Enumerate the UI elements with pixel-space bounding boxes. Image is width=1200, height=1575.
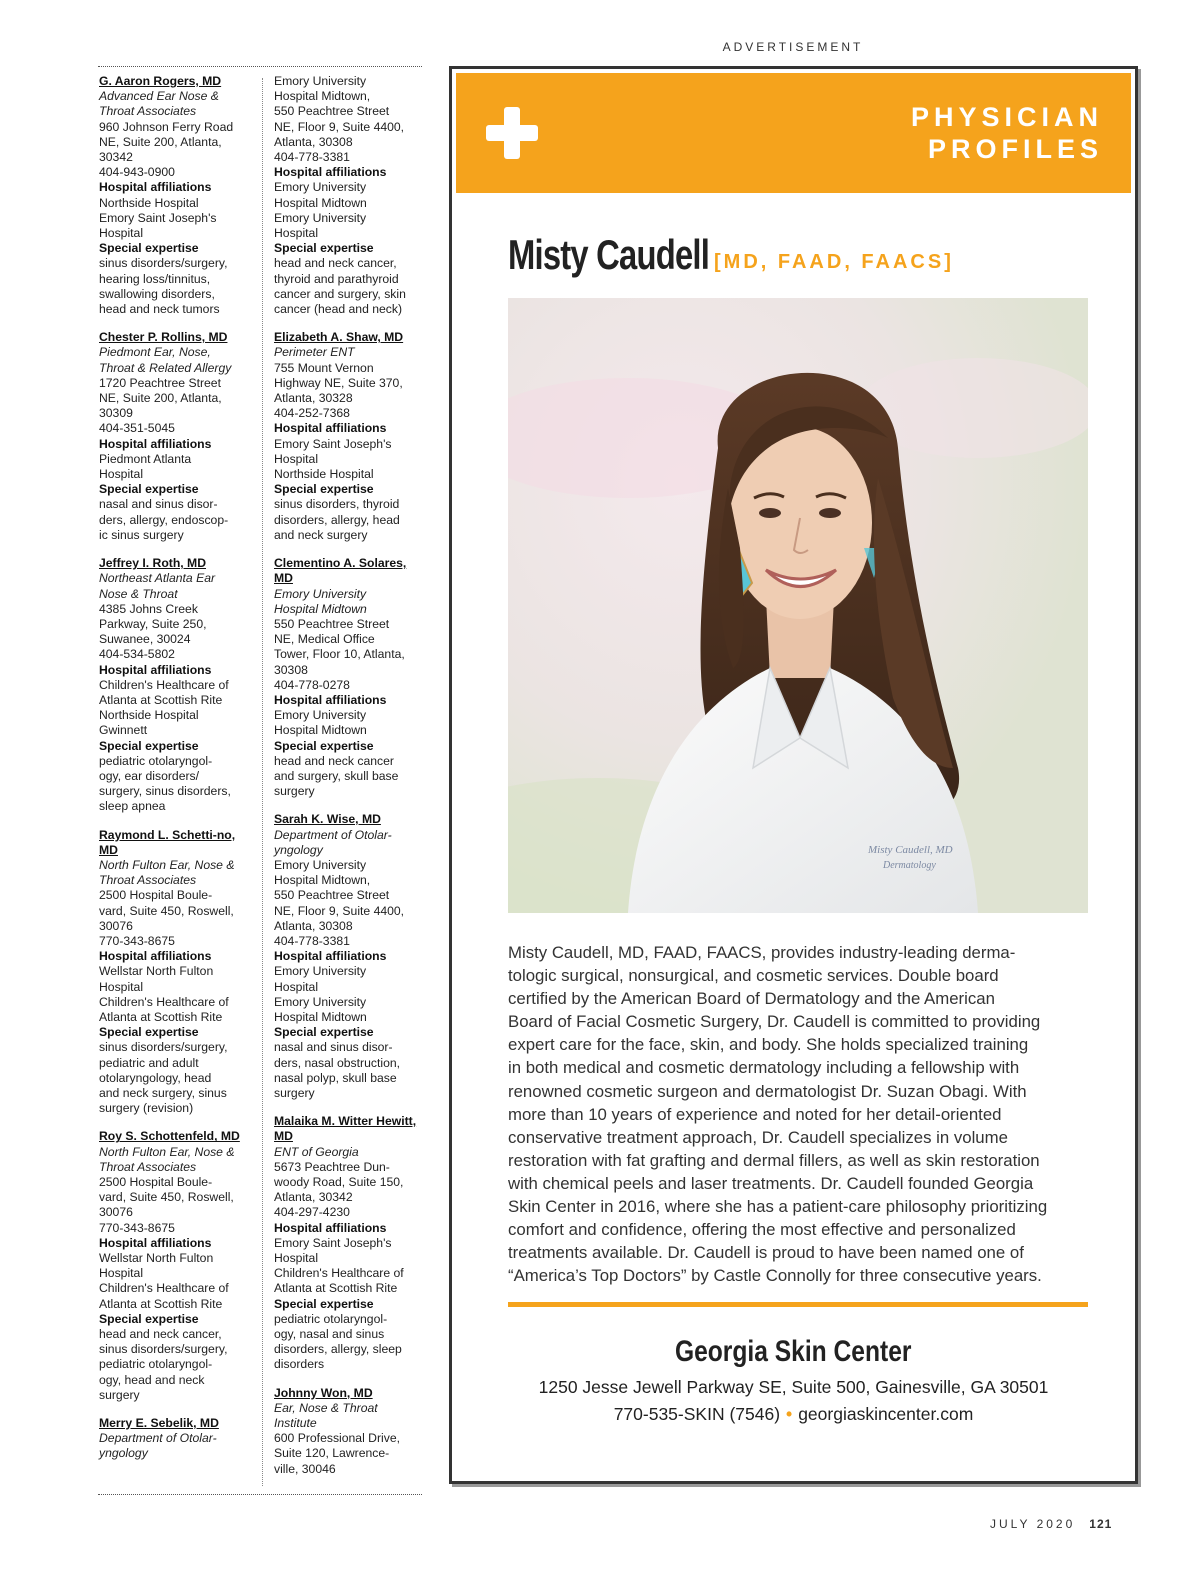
bio-line: with chemical peels and laser treatments. Dr. Caudell founded Georgia bbox=[508, 1173, 1034, 1193]
expertise-line: ders, allergy, endoscop- bbox=[99, 512, 229, 527]
affiliation-line: Northside Hospital bbox=[99, 708, 199, 723]
orange-divider bbox=[508, 1302, 1088, 1307]
affiliations-heading: Hospital affiliations bbox=[274, 1220, 387, 1235]
affiliation-line: Atlanta at Scottish Rite bbox=[99, 692, 223, 707]
affiliation-line: Hospital bbox=[274, 226, 319, 241]
directory-column-1 bbox=[99, 74, 251, 1475]
issue-date: JULY 2020 bbox=[990, 1517, 1076, 1531]
affiliation-line: Emory University bbox=[274, 708, 367, 723]
address-line: 550 Peachtree Street bbox=[274, 888, 390, 903]
practice-line: North Fulton Ear, Nose & bbox=[99, 1144, 235, 1159]
banner-title bbox=[911, 101, 1103, 165]
address-line: Atlanta, 30308 bbox=[274, 134, 353, 149]
coat-embroidery-dept: Dermatology bbox=[883, 860, 936, 871]
practice-line: Advanced Ear Nose & bbox=[99, 89, 219, 104]
practice-line: Department of Otolar- bbox=[99, 1431, 217, 1446]
expertise-line: nasal and sinus disor- bbox=[274, 1040, 393, 1055]
phone-number: 404-778-0278 bbox=[274, 677, 350, 692]
affiliation-line: Hospital bbox=[99, 467, 144, 482]
address-line: 1720 Peachtree Street bbox=[99, 375, 221, 390]
expertise-line: nasal and sinus disor- bbox=[99, 497, 218, 512]
expertise-line: ogy, ear disorders/ bbox=[99, 768, 200, 783]
practice-line: Nose & Throat bbox=[99, 586, 178, 601]
affiliation-line: Hospital Midtown bbox=[274, 1009, 367, 1024]
affiliation-line: Northside Hospital bbox=[99, 195, 199, 210]
expertise-line: head and neck cancer, bbox=[99, 1327, 222, 1342]
affiliation-line: Children's Healthcare of bbox=[99, 1281, 229, 1296]
directory-entry bbox=[99, 1129, 251, 1403]
address-line: NE, Floor 9, Suite 4400, bbox=[274, 903, 405, 918]
address-line: 30342 bbox=[99, 150, 133, 165]
bio-line: Skin Center in 2016, where she has a patient-care philosophy prioritizing bbox=[508, 1197, 1048, 1217]
physician-name: Johnny Won, MD bbox=[274, 1385, 373, 1400]
expertise-line: pediatric otolaryngol- bbox=[99, 753, 213, 768]
bio-line: expert care for the face, skin, and body. She holds specialized training bbox=[508, 1035, 1029, 1055]
affiliation-line: Emory University bbox=[274, 210, 367, 225]
address-line: Tower, Floor 10, Atlanta, bbox=[274, 647, 405, 662]
expertise-line: ogy, nasal and sinus bbox=[274, 1327, 385, 1342]
affiliation-line: Atlanta at Scottish Rite bbox=[99, 1009, 223, 1024]
bio-line: renowned cosmetic surgeon and dermatologist Dr. Suzan Obagi. With bbox=[508, 1081, 1027, 1101]
practice-line: Throat Associates bbox=[99, 104, 197, 119]
address-line: Suwanee, 30024 bbox=[99, 632, 191, 647]
bio-line: Misty Caudell, MD, FAAD, FAACS, provides industry-leading derma- bbox=[508, 943, 1016, 962]
address-line: Atlanta, 30342 bbox=[274, 1190, 353, 1205]
page-footer bbox=[990, 1517, 1112, 1531]
directory-entry bbox=[274, 812, 424, 1101]
affiliation-line: Hospital bbox=[274, 979, 319, 994]
address-line: Suite 120, Lawrence- bbox=[274, 1446, 390, 1461]
affiliation-line: Emory Saint Joseph's bbox=[274, 436, 392, 451]
expertise-line: ic sinus surgery bbox=[99, 527, 184, 542]
practice-line: Emory University bbox=[274, 586, 367, 601]
affiliation-line: Emory University bbox=[274, 994, 367, 1009]
address-line: 550 Peachtree Street bbox=[274, 616, 390, 631]
directory-entry bbox=[99, 828, 251, 1117]
expertise-line: sinus disorders, thyroid bbox=[274, 497, 400, 512]
affiliation-line: Children's Healthcare of bbox=[99, 994, 229, 1009]
expertise-line: pediatric otolaryngol- bbox=[99, 1357, 213, 1372]
directory-bottom-rule bbox=[98, 1494, 422, 1495]
expertise-line: sleep apnea bbox=[99, 799, 166, 814]
expertise-heading: Special expertise bbox=[274, 738, 374, 753]
practice-line: Hospital Midtown bbox=[274, 601, 367, 616]
physician-name: Malaika M. Witter Hewitt, MD bbox=[274, 1114, 417, 1144]
practice-line: yngology bbox=[274, 842, 323, 857]
address-line: NE, Suite 200, Atlanta, bbox=[99, 134, 222, 149]
phone-number: 770-343-8675 bbox=[99, 1220, 175, 1235]
phone-number: 404-943-0900 bbox=[99, 165, 175, 180]
affiliation-line: Piedmont Atlanta bbox=[99, 451, 192, 466]
affiliation-line: Gwinnett bbox=[99, 723, 148, 738]
practice-line: Throat Associates bbox=[99, 1159, 197, 1174]
expertise-line: otolaryngology, head bbox=[99, 1070, 212, 1085]
expertise-line: pediatric otolaryngol- bbox=[274, 1311, 388, 1326]
expertise-heading: Special expertise bbox=[274, 482, 374, 497]
expertise-line: head and neck cancer bbox=[274, 753, 394, 768]
practice-phone: 770-535-SKIN (7546) bbox=[613, 1404, 781, 1424]
address-line: 550 Peachtree Street bbox=[274, 104, 390, 119]
affiliation-line: Wellstar North Fulton bbox=[99, 964, 214, 979]
address-line: ville, 30046 bbox=[274, 1461, 336, 1476]
expertise-heading: Special expertise bbox=[99, 1025, 199, 1040]
affiliations-heading: Hospital affiliations bbox=[99, 436, 212, 451]
expertise-line: sinus disorders/surgery, bbox=[99, 1342, 228, 1357]
practice-line: Northeast Atlanta Ear bbox=[99, 571, 216, 586]
expertise-line: ders, nasal obstruction, bbox=[274, 1055, 401, 1070]
expertise-line: swallowing disorders, bbox=[99, 286, 215, 301]
address-line: 4385 Johns Creek bbox=[99, 601, 198, 616]
phone-number: 404-778-3381 bbox=[274, 933, 350, 948]
address-line: 960 Johnson Ferry Road bbox=[99, 119, 234, 134]
banner-title-line1: PHYSICIAN bbox=[910, 102, 1103, 132]
bio-line: in both medical and cosmetic dermatology including a fellowship with bbox=[508, 1058, 1020, 1078]
practice-line: ENT of Georgia bbox=[274, 1144, 359, 1159]
practice-name: Georgia Skin Center bbox=[675, 1335, 912, 1368]
affiliation-line: Northside Hospital bbox=[274, 467, 374, 482]
physician-name: Jeffrey I. Roth, MD bbox=[99, 556, 206, 571]
profile-banner bbox=[456, 73, 1131, 193]
banner-title-line2: PROFILES bbox=[927, 134, 1103, 164]
physician-name: Raymond L. Schetti-no, MD bbox=[99, 827, 236, 857]
practice-line: North Fulton Ear, Nose & bbox=[99, 857, 235, 872]
address-line: 2500 Hospital Boule- bbox=[99, 888, 213, 903]
affiliations-heading: Hospital affiliations bbox=[274, 421, 387, 436]
doctor-credentials: [MD, FAAD, FAACS] bbox=[714, 251, 954, 273]
expertise-line: nasal polyp, skull base bbox=[274, 1070, 397, 1085]
bio-line: more than 10 years of experience and noted for her detail-oriented bbox=[508, 1104, 1002, 1124]
directory-entry bbox=[99, 1416, 251, 1462]
expertise-heading: Special expertise bbox=[274, 1025, 374, 1040]
page-number: 121 bbox=[1089, 1517, 1113, 1531]
address-line: NE, Suite 200, Atlanta, bbox=[99, 391, 222, 406]
expertise-line: hearing loss/tinnitus, bbox=[99, 271, 211, 286]
expertise-line: pediatric and adult bbox=[99, 1055, 199, 1070]
affiliation-line: Hospital Midtown bbox=[274, 195, 367, 210]
doctor-portrait-photo bbox=[508, 298, 1088, 913]
affiliation-line: Emory Saint Joseph's bbox=[99, 210, 217, 225]
expertise-line: disorders, allergy, sleep bbox=[274, 1342, 402, 1357]
phone-number: 404-351-5045 bbox=[99, 421, 175, 436]
physician-name: Sarah K. Wise, MD bbox=[274, 812, 381, 827]
expertise-line: and neck surgery bbox=[274, 527, 368, 542]
affiliation-line: Children's Healthcare of bbox=[274, 1266, 404, 1281]
physician-name: Chester P. Rollins, MD bbox=[99, 330, 228, 345]
address-line: 755 Mount Vernon bbox=[274, 360, 374, 375]
practice-website[interactable]: georgiaskincenter.com bbox=[798, 1404, 974, 1424]
address-line: NE, Floor 9, Suite 4400, bbox=[274, 119, 405, 134]
address-line: Emory University bbox=[274, 74, 367, 88]
plus-icon bbox=[486, 107, 538, 159]
affiliation-line: Wellstar North Fulton bbox=[99, 1251, 214, 1266]
expertise-line: sinus disorders/surgery, bbox=[99, 256, 228, 271]
practice-line: Throat Associates bbox=[99, 873, 197, 888]
affiliations-heading: Hospital affiliations bbox=[274, 692, 387, 707]
expertise-line: thyroid and parathyroid bbox=[274, 271, 399, 286]
affiliation-line: Hospital bbox=[99, 979, 144, 994]
expertise-heading: Special expertise bbox=[99, 738, 199, 753]
directory-entry bbox=[99, 556, 251, 814]
directory-entry bbox=[274, 556, 424, 799]
expertise-line: disorders, allergy, head bbox=[274, 512, 400, 527]
affiliation-line: Emory University bbox=[274, 180, 367, 195]
directory-entry bbox=[274, 330, 424, 543]
address-line: 30076 bbox=[99, 918, 133, 933]
expertise-line: and neck surgery, sinus bbox=[99, 1086, 227, 1100]
address-line: 30309 bbox=[99, 406, 133, 421]
address-line: Atlanta, 30328 bbox=[274, 391, 353, 406]
practice-line: Perimeter ENT bbox=[274, 345, 355, 360]
coat-embroidery-name: Misty Caudell, MD bbox=[868, 844, 953, 856]
affiliation-line: Hospital bbox=[274, 451, 319, 466]
expertise-line: surgery bbox=[99, 1387, 140, 1402]
expertise-heading: Special expertise bbox=[99, 1311, 199, 1326]
expertise-line: cancer (head and neck) bbox=[274, 302, 403, 317]
address-line: 600 Professional Drive, bbox=[274, 1431, 400, 1446]
practice-line: Piedmont Ear, Nose, bbox=[99, 345, 211, 360]
address-line: Highway NE, Suite 370, bbox=[274, 375, 403, 390]
bio-line: comfort and confidence, offering the most effective and personalized bbox=[508, 1220, 1016, 1240]
address-line: Hospital Midtown, bbox=[274, 89, 371, 104]
expertise-line: ogy, head and neck bbox=[99, 1372, 205, 1387]
practice-line: Institute bbox=[274, 1416, 317, 1431]
practice-line: Ear, Nose & Throat bbox=[274, 1400, 378, 1415]
address-line: Atlanta, 30308 bbox=[274, 918, 353, 933]
physician-name: Clementino A. Solares, MD bbox=[274, 556, 407, 586]
practice-contact bbox=[452, 1404, 1135, 1425]
address-line: 30076 bbox=[99, 1205, 133, 1220]
address-line: 5673 Peachtree Dun- bbox=[274, 1159, 390, 1174]
phone-number: 770-343-8675 bbox=[99, 933, 175, 948]
directory-column-separator bbox=[262, 78, 263, 1486]
address-line: 2500 Hospital Boule- bbox=[99, 1175, 213, 1190]
affiliations-heading: Hospital affiliations bbox=[99, 180, 212, 195]
affiliation-line: Atlanta at Scottish Rite bbox=[99, 1296, 223, 1311]
affiliations-heading: Hospital affiliations bbox=[274, 949, 387, 964]
expertise-line: surgery bbox=[274, 784, 315, 799]
address-line: 30308 bbox=[274, 662, 308, 677]
expertise-line: head and neck tumors bbox=[99, 302, 220, 317]
phone-number: 404-252-7368 bbox=[274, 406, 350, 421]
expertise-heading: Special expertise bbox=[274, 241, 374, 256]
affiliation-line: Emory Saint Joseph's bbox=[274, 1235, 392, 1250]
expertise-line: surgery (revision) bbox=[99, 1101, 194, 1116]
expertise-line: surgery, sinus disorders, bbox=[99, 784, 231, 799]
advertisement-label: ADVERTISEMENT bbox=[722, 40, 864, 54]
directory-top-rule bbox=[98, 66, 422, 67]
bio-line: tologic surgical, nonsurgical, and cosmetic services. Double board bbox=[508, 966, 999, 986]
phone-number: 404-778-3381 bbox=[274, 150, 350, 165]
expertise-line: and surgery, skull base bbox=[274, 768, 399, 783]
physician-name: Elizabeth A. Shaw, MD bbox=[274, 330, 404, 345]
address-line: woody Road, Suite 150, bbox=[274, 1175, 404, 1190]
physician-profile-ad bbox=[449, 66, 1138, 1484]
directory-entry bbox=[99, 74, 251, 317]
practice-line: Department of Otolar- bbox=[274, 827, 392, 842]
expertise-line: sinus disorders/surgery, bbox=[99, 1040, 228, 1055]
directory-column-2 bbox=[274, 74, 424, 1490]
directory-entry bbox=[274, 74, 424, 317]
practice-address: 1250 Jesse Jewell Parkway SE, Suite 500, Gainesville, GA 30501 bbox=[538, 1377, 1049, 1397]
address-line: Parkway, Suite 250, bbox=[99, 616, 207, 631]
practice-line: yngology bbox=[99, 1446, 148, 1461]
affiliation-line: Hospital Midtown bbox=[274, 723, 367, 738]
practice-line: Throat & Related Allergy bbox=[99, 360, 232, 375]
bio-line: “America’s Top Doctors” by Castle Connolly for three consecutive years. bbox=[508, 1266, 1042, 1286]
affiliation-line: Hospital bbox=[274, 1251, 319, 1266]
expertise-heading: Special expertise bbox=[274, 1296, 374, 1311]
affiliation-line: Atlanta at Scottish Rite bbox=[274, 1281, 398, 1296]
expertise-heading: Special expertise bbox=[99, 482, 199, 497]
physician-name: G. Aaron Rogers, MD bbox=[99, 74, 222, 88]
bio-line: certified by the American Board of Dermatology and the American bbox=[508, 989, 995, 1009]
directory-entry bbox=[274, 1386, 424, 1477]
address-line: vard, Suite 450, Roswell, bbox=[99, 1190, 234, 1205]
address-line: NE, Medical Office bbox=[274, 632, 375, 647]
affiliations-heading: Hospital affiliations bbox=[274, 165, 387, 180]
affiliations-heading: Hospital affiliations bbox=[99, 1235, 212, 1250]
bio-line: Board of Facial Cosmetic Surgery, Dr. Caudell is committed to providing bbox=[508, 1012, 1041, 1032]
doctor-bio bbox=[508, 941, 1094, 1287]
physician-name: Roy S. Schottenfeld, MD bbox=[99, 1129, 240, 1144]
affiliation-line: Hospital bbox=[99, 226, 144, 241]
phone-number: 404-534-5802 bbox=[99, 647, 175, 662]
address-line: vard, Suite 450, Roswell, bbox=[99, 903, 234, 918]
bio-line: conservative treatment approach, Dr. Caudell specializes in volume bbox=[508, 1127, 1008, 1147]
directory-entry bbox=[99, 330, 251, 543]
address-line: Hospital Midtown, bbox=[274, 873, 371, 888]
affiliation-line: Children's Healthcare of bbox=[99, 677, 229, 692]
phone-number: 404-297-4230 bbox=[274, 1205, 350, 1220]
bio-line: treatments available. Dr. Caudell is proud to have been named one of bbox=[508, 1243, 1024, 1263]
affiliation-line: Hospital bbox=[99, 1266, 144, 1281]
expertise-line: disorders bbox=[274, 1357, 325, 1372]
expertise-line: surgery bbox=[274, 1086, 315, 1100]
affiliations-heading: Hospital affiliations bbox=[99, 662, 212, 677]
address-line: Emory University bbox=[274, 857, 367, 872]
doctor-name: Misty Caudell bbox=[508, 231, 710, 278]
affiliation-line: Emory University bbox=[274, 964, 367, 979]
bullet-separator: • bbox=[786, 1404, 793, 1424]
physician-name: Merry E. Sebelik, MD bbox=[99, 1416, 219, 1431]
expertise-line: cancer and surgery, skin bbox=[274, 286, 406, 301]
directory-entry bbox=[274, 1114, 424, 1372]
affiliations-heading: Hospital affiliations bbox=[99, 949, 212, 964]
expertise-heading: Special expertise bbox=[99, 241, 199, 256]
expertise-line: head and neck cancer, bbox=[274, 256, 397, 271]
bio-line: restoration with fat grafting and dermal fillers, as well as skin restoration bbox=[508, 1150, 1040, 1170]
